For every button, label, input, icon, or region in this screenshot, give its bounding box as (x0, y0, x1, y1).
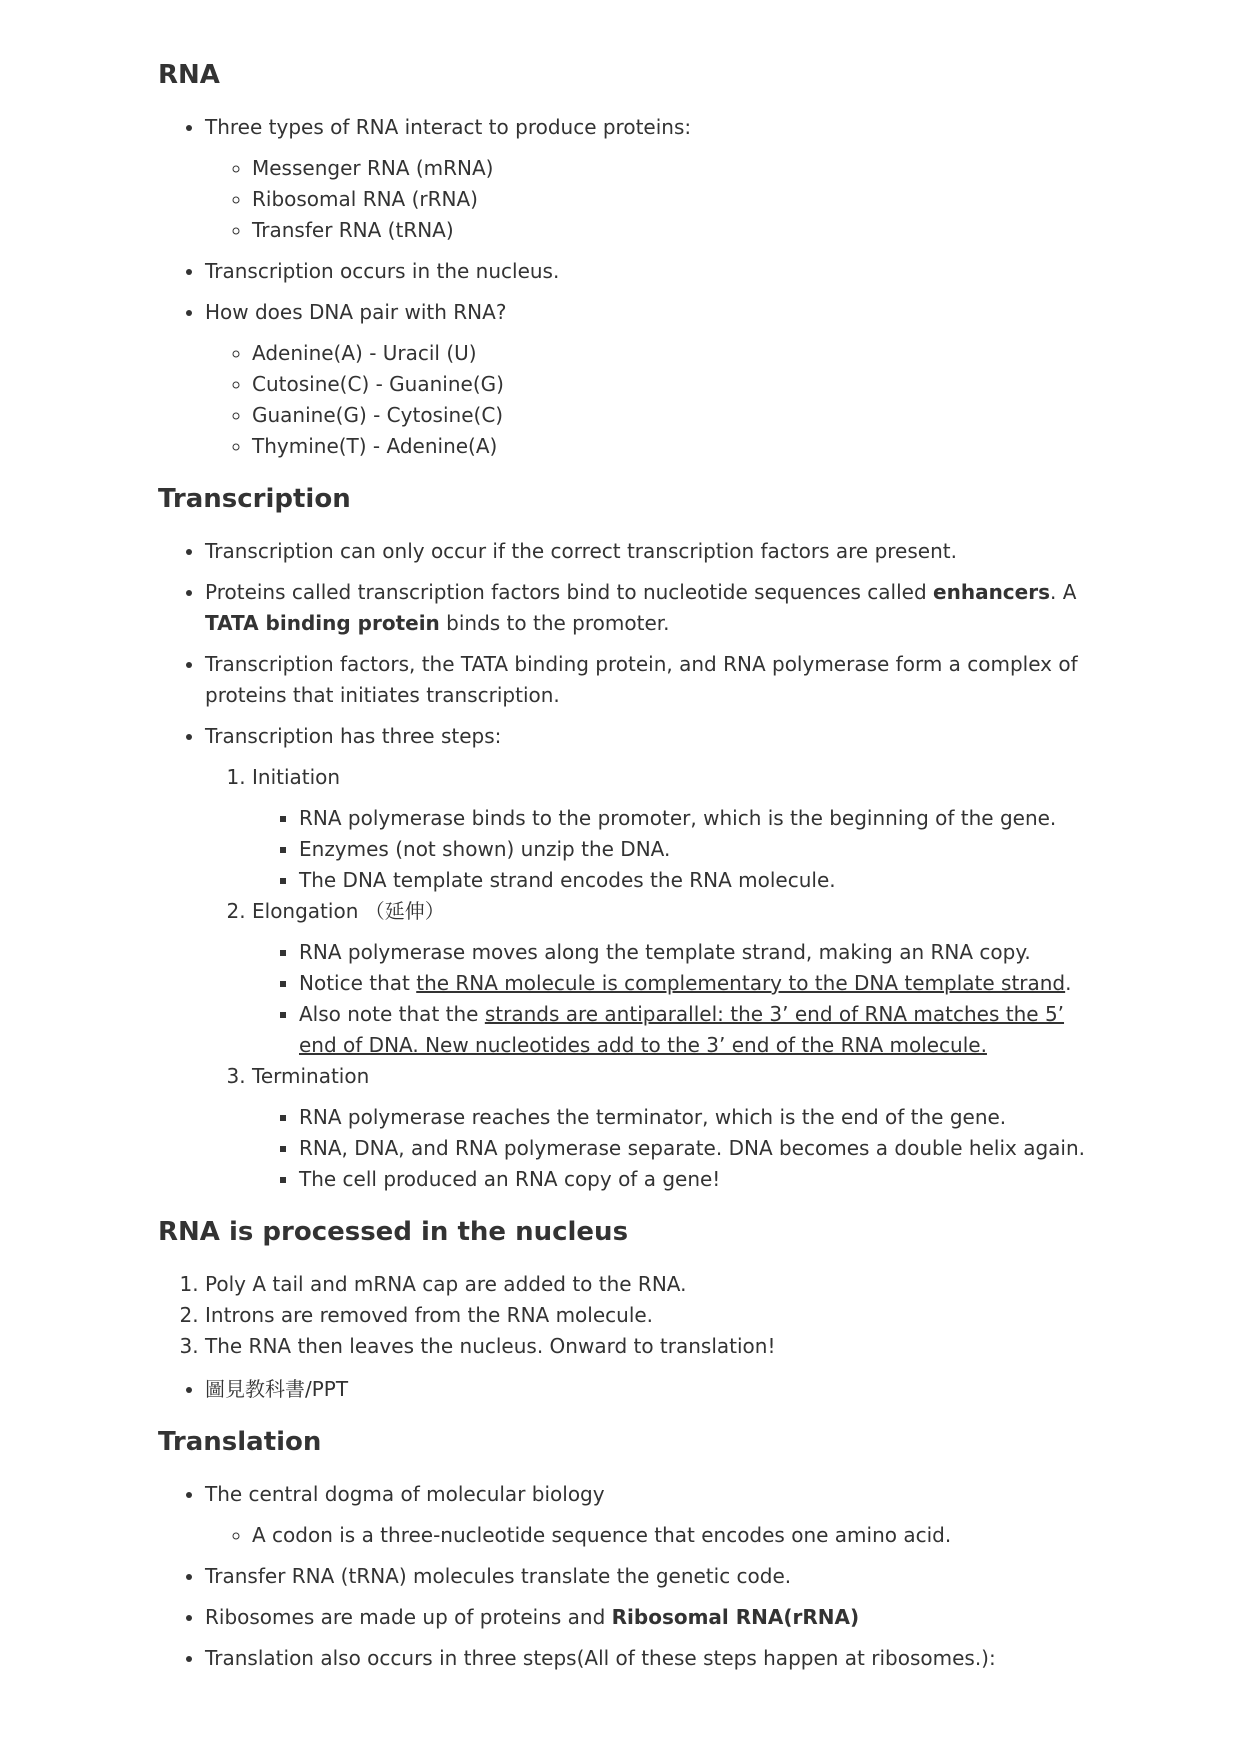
bold-term-enhancers: enhancers (933, 580, 1050, 604)
base-pairs-list (205, 338, 1090, 462)
list-item: ◦ Ribosomal RNA (rRNA) (252, 184, 1090, 215)
list-item: 2. Introns are removed from the RNA molecule. (205, 1300, 1090, 1331)
list-item (205, 112, 1090, 246)
text-span: Proteins called transcription factors bind to nucleotide sequences called (205, 580, 934, 604)
list-item (299, 999, 1090, 1061)
list-item: ◦ Thymine(T) - Adenine(A) (252, 431, 1090, 462)
list-item: ◦ Adenine(A) - Uracil (U) (252, 338, 1090, 369)
list-item: • Transcription can only occur if the correct transcription factors are present. (205, 536, 1090, 567)
step-elongation (252, 896, 1090, 1061)
base-pairing-question: How does DNA pair with RNA? (205, 300, 507, 324)
list-item: • 圖見教科書/PPT (205, 1374, 1090, 1405)
rna-list (158, 112, 1090, 462)
text-span: binds to the promoter. (439, 611, 670, 635)
step-details (252, 803, 1090, 896)
underlined-text: strands are antiparallel: the 3’ end of RNA matches the 5’ end of DNA. New nucleotides add to the 3’ end of the RNA molecule. (299, 1002, 1065, 1057)
text-span: Also note that the (299, 1002, 485, 1026)
list-item: ▪ The cell produced an RNA copy of a gene! (299, 1164, 1090, 1195)
list-item (205, 1602, 1090, 1633)
list-item: ◦ A codon is a three-nucleotide sequence that encodes one amino acid. (252, 1520, 1090, 1551)
heading-rna: RNA (158, 60, 220, 90)
list-item: ◦ Cutosine(C) - Guanine(G) (252, 369, 1090, 400)
translation-list (158, 1479, 1090, 1674)
list-item (205, 721, 1090, 1195)
list-item (205, 297, 1090, 462)
step-details (252, 1102, 1090, 1195)
list-item: ▪ RNA polymerase reaches the terminator, which is the end of the gene. (299, 1102, 1090, 1133)
list-item: 3. The RNA then leaves the nucleus. Onward to translation! (205, 1331, 1090, 1362)
list-item: ▪ RNA polymerase moves along the template strand, making an RNA copy. (299, 937, 1090, 968)
central-dogma-text: The central dogma of molecular biology (205, 1482, 605, 1506)
processing-note-list (158, 1374, 1090, 1405)
list-item: • Translation also occurs in three steps(All of these steps happen at ribosomes.): (205, 1643, 1090, 1674)
list-item (205, 577, 1090, 639)
step-title: Initiation (252, 765, 341, 789)
processing-steps (158, 1269, 1090, 1362)
list-item: ◦ Messenger RNA (mRNA) (252, 153, 1090, 184)
text-span: . A (1050, 580, 1077, 604)
underlined-text: the RNA molecule is complementary to the DNA template strand (416, 971, 1066, 995)
heading-processing: RNA is processed in the nucleus (158, 1217, 629, 1247)
transcription-steps (205, 762, 1090, 1195)
list-item: ▪ Enzymes (not shown) unzip the DNA. (299, 834, 1090, 865)
steps-intro: Transcription has three steps: (205, 724, 502, 748)
list-item: • Transcription factors, the TATA binding protein, and RNA polymerase form a complex of proteins that initiates transcription. (205, 649, 1090, 711)
transcription-list (158, 536, 1090, 1195)
list-item: ◦ Guanine(G) - Cytosine(C) (252, 400, 1090, 431)
list-item: ◦ Transfer RNA (tRNA) (252, 215, 1090, 246)
list-item (299, 968, 1090, 999)
list-item: ▪ RNA polymerase binds to the promoter, which is the beginning of the gene. (299, 803, 1090, 834)
list-item (205, 1479, 1090, 1551)
heading-translation: Translation (158, 1427, 322, 1457)
rna-types-intro: Three types of RNA interact to produce proteins: (205, 115, 692, 139)
step-termination (252, 1061, 1090, 1195)
heading-transcription: Transcription (158, 484, 351, 514)
text-span: . (1065, 971, 1072, 995)
step-title: Termination (252, 1064, 370, 1088)
list-item: ▪ RNA, DNA, and RNA polymerase separate. DNA becomes a double helix again. (299, 1133, 1090, 1164)
rna-types-list (205, 153, 1090, 246)
step-initiation (252, 762, 1090, 896)
list-item: ▪ The DNA template strand encodes the RNA molecule. (299, 865, 1090, 896)
bold-term-rrna: Ribosomal RNA(rRNA) (611, 1605, 860, 1629)
list-item: 1. Poly A tail and mRNA cap are added to the RNA. (205, 1269, 1090, 1300)
text-span: Ribosomes are made up of proteins and (205, 1605, 612, 1629)
codon-list (205, 1520, 1090, 1551)
step-details (252, 937, 1090, 1061)
text-span: Notice that (299, 971, 417, 995)
list-item: • Transfer RNA (tRNA) molecules translate the genetic code. (205, 1561, 1090, 1592)
bold-term-tata: TATA binding protein (205, 611, 440, 635)
document-content (158, 58, 1090, 1684)
step-title: Elongation （延伸） (252, 899, 445, 923)
list-item: • Transcription occurs in the nucleus. (205, 256, 1090, 287)
